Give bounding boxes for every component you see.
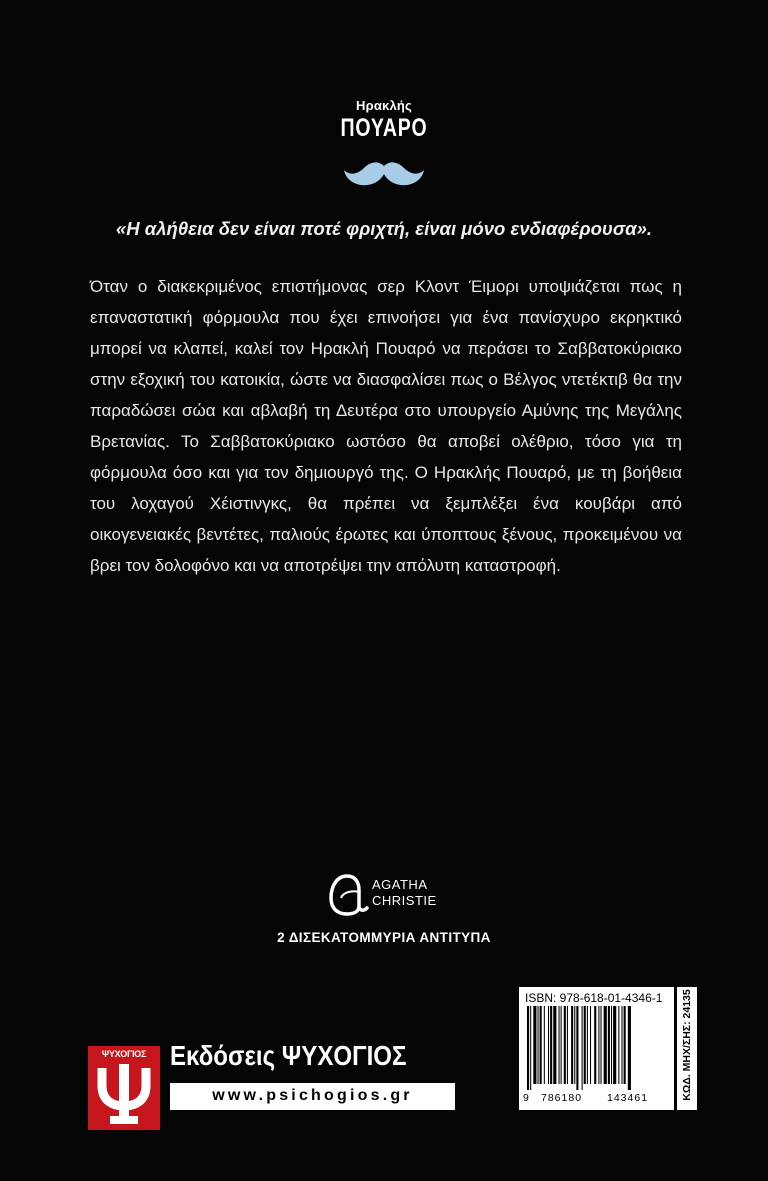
mustache-icon [342, 160, 426, 190]
publisher-name: Εκδόσεις ΨΥΧΟΓΙΟΣ [170, 1040, 407, 1071]
blurb-text: Όταν ο διακεκριμένος επιστήμονας σερ Κλοντ Έιμορι υποψιάζεται πως η επαναστατική φόρμουλα που έχει επινοήσει για ένα πανίσχυρο εκρηκτικό μπορεί να κλαπεί, καλεί τον Ηρακλή Πουαρό να περάσει το Σαββατοκύριακο στην εξοχική του κατοικία, ώστε να διασφαλίσει πως ο Βέλγος ντετέκτιβ θα την παραδώσει σώα και αβλαβή τη Δευτέρα στο υπουργείο Αμύνης της Μεγάλης Βρετανίας. Το Σαββατοκύριακο ωστόσο θα αποβεί ολέθριο, τόσο για τη φόρμουλα όσο και για τον δημιουργό της. Ο Ηρακλής Πουαρό, με τη βοήθεια του λοχαγού Χέιστινγκς, θα πρέπει να ξεμπλέξει ένα κουβάρι από οικογενειακές βεντέτες, παλιούς έρωτες και ύποπτους ξένους, προκειμένου να βρει τον δολοφόνο και να αποτρέψει την απόλυτη καταστροφή. [90, 277, 682, 575]
series-title: ΠΟΥΑΡΟ [340, 114, 428, 142]
isbn-label: ISBN: 978-618-01-4346-1 [525, 991, 663, 1005]
publisher-url: www.psichogios.gr [212, 1087, 413, 1104]
copies-sold: 2 ΔΙΣΕΚΑΤΟΜΜΥΡΙΑ ΑΝΤΙΤΥΠΑ [277, 930, 491, 945]
publisher-logo [88, 1046, 160, 1130]
publisher-url-box [170, 1083, 455, 1110]
barcode-digits-mid: 786180 [541, 1092, 583, 1104]
author-logo-line1: AGATHA [372, 877, 428, 892]
product-code: ΚΩΔ. ΜΗΧ/ΣΗΣ: 24135 [681, 989, 693, 1101]
barcode [519, 987, 674, 1110]
quote: «Η αλήθεια δεν είναι ποτέ φριχτή, είναι μόνο ενδιαφέρουσα». [115, 218, 653, 239]
publisher-logo-text: ΨΥΧΟΓΙΟΣ [101, 1049, 147, 1059]
barcode-digit-first: 9 [523, 1092, 529, 1104]
product-code-box [677, 987, 697, 1110]
author-logo-line2: CHRISTIE [372, 893, 437, 908]
barcode-bars [525, 1006, 668, 1090]
psi-icon [96, 1062, 152, 1126]
barcode-digits-last: 143461 [607, 1092, 649, 1104]
series-label-top: Ηρακλής [355, 98, 412, 113]
agatha-christie-a-logo-icon [323, 866, 373, 918]
